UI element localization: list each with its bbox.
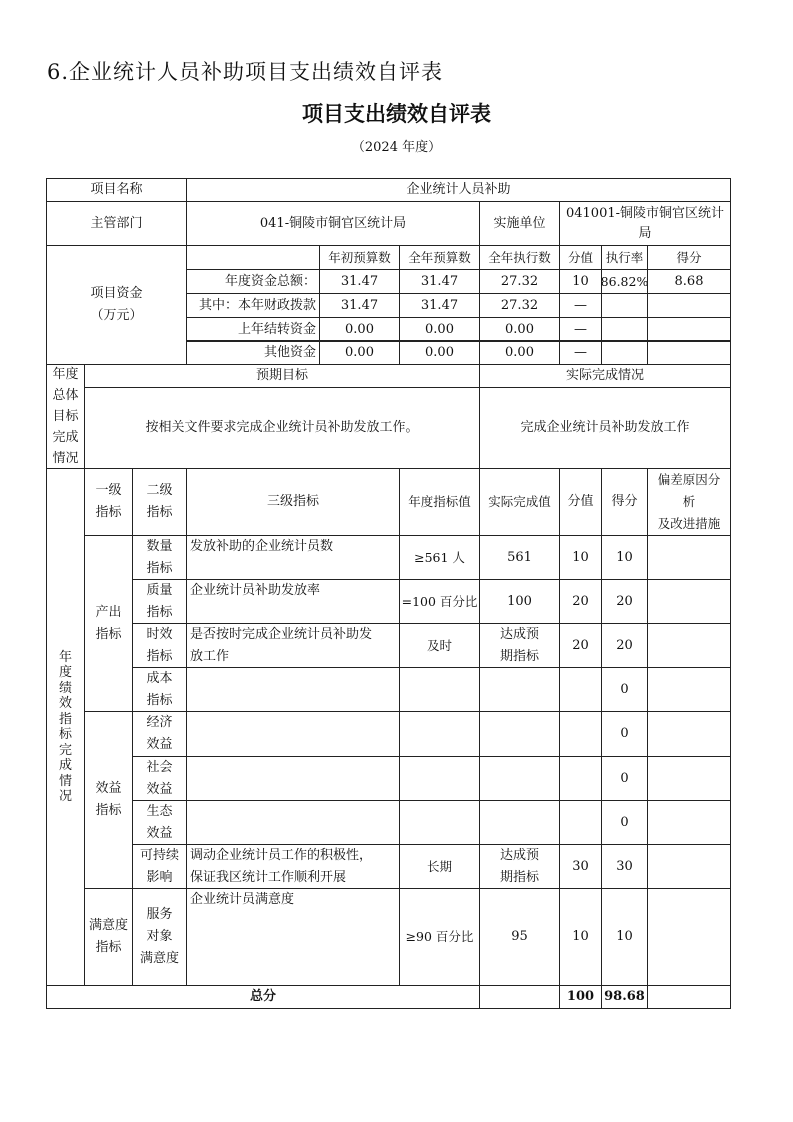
perf-row-weight xyxy=(559,888,602,986)
perf-row-actual xyxy=(479,800,560,845)
perf-row-weight-weight: 10 xyxy=(572,549,589,565)
funds-header-weight xyxy=(559,245,602,270)
perf-row-weight xyxy=(559,579,602,624)
total-weight xyxy=(559,985,602,1009)
perf-row-deviation xyxy=(647,667,731,712)
funds-row-label xyxy=(186,269,320,294)
perf-row-weight-weight: 20 xyxy=(572,637,589,653)
perf-row-target xyxy=(399,844,480,889)
total-blank xyxy=(479,985,560,1009)
perf-row-actual-actual_a: 达成预 xyxy=(499,847,539,863)
perf-row-target xyxy=(399,535,480,580)
funds-row-annual-text: 0.00 xyxy=(425,321,454,337)
perf-row-l2-l2b: 效益 xyxy=(146,781,173,797)
total-weight-text: 100 xyxy=(566,989,595,1004)
funds-header-initial-text: 年初预算数 xyxy=(328,249,391,265)
perf-row-score xyxy=(601,844,648,889)
goal-expected-header-text: 预期目标 xyxy=(255,368,308,383)
perf-header-level1 xyxy=(84,468,133,536)
perf-row-l3 xyxy=(186,844,400,889)
funds-row-executed-text: 0.00 xyxy=(505,344,534,360)
funds-row-weight xyxy=(559,293,602,318)
perf-row-weight xyxy=(559,667,602,712)
funds-header-blank xyxy=(186,245,320,270)
perf-row-l3 xyxy=(186,756,400,801)
funds-row-score xyxy=(647,317,731,342)
perf-row-target xyxy=(399,667,480,712)
perf-row-score xyxy=(601,579,648,624)
perf-row-weight xyxy=(559,711,602,757)
goal-actual-text-content: 完成企业统计员补助发放工作 xyxy=(520,420,690,435)
funds-row-weight-text: — xyxy=(574,297,587,313)
perf-row-l2 xyxy=(132,535,187,580)
total-score xyxy=(601,985,648,1009)
funds-row-initial-text: 0.00 xyxy=(345,344,374,360)
funds-row-label xyxy=(186,293,320,318)
perf-row-l2-l2a: 时效 xyxy=(146,626,173,642)
total-label-text: 总分 xyxy=(249,989,276,1004)
perf-row-score-score: 0 xyxy=(620,681,629,697)
total-deviation xyxy=(647,985,731,1009)
perf-header-level2 xyxy=(132,468,187,536)
funds-row-initial xyxy=(319,269,400,294)
funds-row-initial xyxy=(319,293,400,318)
perf-row-deviation xyxy=(647,888,731,986)
perf-row-deviation xyxy=(647,800,731,845)
perf-row-actual xyxy=(479,535,560,580)
perf-group-benefit-line2: 指标 xyxy=(95,803,122,818)
funds-row-rate xyxy=(601,293,648,318)
perf-row-actual-actual_a: 100 xyxy=(507,593,532,609)
funds-row-label-text: 年度资金总额： xyxy=(224,273,316,289)
funds-row-weight-text: — xyxy=(574,321,587,337)
perf-group-output xyxy=(84,535,133,712)
perf-row-l2-l2c: 满意度 xyxy=(139,951,179,966)
project-name-value xyxy=(186,178,731,202)
goal-actual-text xyxy=(479,387,731,469)
funds-header-score xyxy=(647,245,731,270)
perf-row-weight xyxy=(559,623,602,668)
perf-row-target xyxy=(399,888,480,986)
perf-row-target xyxy=(399,623,480,668)
perf-group-satisfaction-line1: 满意度 xyxy=(88,918,128,933)
document-year: （2024 年度） xyxy=(351,140,442,155)
funds-row-score-text: 8.68 xyxy=(674,273,704,289)
total-label xyxy=(46,985,480,1009)
perf-row-weight-weight: 20 xyxy=(572,593,589,609)
funds-row-initial xyxy=(319,317,400,342)
funds-row-executed xyxy=(479,340,560,365)
perf-row-target xyxy=(399,756,480,801)
perf-row-score-score: 0 xyxy=(620,814,629,830)
funds-row-label-text: 上年结转资金 xyxy=(237,321,316,337)
perf-row-l2 xyxy=(132,844,187,889)
perf-row-score xyxy=(601,711,648,757)
goal-expected-text xyxy=(84,387,480,469)
perf-group-satisfaction xyxy=(84,888,133,986)
perf-row-l3-l3b: 保证我区统计工作顺利开展 xyxy=(190,870,347,885)
funds-row-label xyxy=(186,317,320,342)
funds-row-initial-text: 31.47 xyxy=(340,297,379,313)
dept-value-text: 041-铜陵市铜官区统计局 xyxy=(259,215,407,231)
perf-row-l3 xyxy=(186,579,400,624)
total-score-text: 98.68 xyxy=(604,989,645,1004)
funds-row-annual xyxy=(399,269,480,294)
perf-row-l2-l2b: 指标 xyxy=(146,648,173,664)
perf-row-target-target: ≥90 百分比 xyxy=(405,929,474,944)
perf-row-l2 xyxy=(132,711,187,757)
perf-row-l2-l2b: 指标 xyxy=(146,604,173,620)
funds-row-executed xyxy=(479,293,560,318)
perf-header-deviation-line2: 析 xyxy=(682,494,696,509)
section-title: 6.企业统计人员补助项目支出绩效自评表 xyxy=(47,60,444,84)
perf-row-l3-l3a: 企业统计员满意度 xyxy=(190,892,295,907)
perf-row-weight-weight: 30 xyxy=(572,858,589,874)
perf-row-target-target: =100 百分比 xyxy=(401,593,478,609)
perf-row-l2 xyxy=(132,756,187,801)
dept-label-text: 主管部门 xyxy=(90,215,143,231)
perf-row-l2-l2a: 经济 xyxy=(146,715,173,730)
perf-row-l3-l3a: 发放补助的企业统计员数 xyxy=(190,539,334,554)
perf-row-l3-l3a: 企业统计员补助发放率 xyxy=(190,583,321,598)
funds-row-weight-text: — xyxy=(574,344,587,360)
perf-row-l3 xyxy=(186,535,400,580)
perf-row-actual-actual_a: 95 xyxy=(511,929,528,944)
perf-row-actual xyxy=(479,623,560,668)
perf-row-score xyxy=(601,667,648,712)
perf-header-level3 xyxy=(186,468,400,536)
impl-label-text: 实施单位 xyxy=(493,215,546,231)
funds-row-executed xyxy=(479,317,560,342)
funds-row-annual xyxy=(399,293,480,318)
perf-row-actual xyxy=(479,756,560,801)
perf-group-benefit-line1: 效益 xyxy=(95,781,122,796)
funds-label xyxy=(46,245,187,365)
perf-row-deviation xyxy=(647,756,731,801)
perf-row-score xyxy=(601,888,648,986)
impl-value xyxy=(559,201,731,246)
perf-row-target xyxy=(399,579,480,624)
funds-row-initial-text: 31.47 xyxy=(340,273,379,289)
perf-row-l2-l2b: 对象 xyxy=(146,929,173,944)
perf-row-score-score: 10 xyxy=(616,929,633,944)
perf-row-actual-actual_a: 561 xyxy=(507,549,532,565)
funds-header-weight-text: 分值 xyxy=(567,249,593,265)
perf-row-score-score: 30 xyxy=(616,858,633,874)
perf-header-deviation xyxy=(647,468,731,536)
goal-actual-header xyxy=(479,364,731,388)
funds-row-annual-text: 0.00 xyxy=(425,344,454,360)
perf-row-l2-l2a: 生态 xyxy=(146,803,173,819)
perf-row-l2-l2b: 效益 xyxy=(146,737,173,752)
funds-header-executed-text: 全年执行数 xyxy=(488,249,551,265)
project-name-value-text: 企业统计人员补助 xyxy=(406,182,511,197)
funds-row-initial-text: 0.00 xyxy=(345,321,374,337)
goal-expected-header xyxy=(84,364,480,388)
project-name-label-text: 项目名称 xyxy=(90,182,143,197)
funds-row-executed-text: 0.00 xyxy=(505,321,534,337)
funds-header-executed xyxy=(479,245,560,270)
funds-row-initial xyxy=(319,340,400,365)
dept-value xyxy=(186,201,480,246)
funds-row-weight xyxy=(559,269,602,294)
funds-row-annual-text: 31.47 xyxy=(420,273,459,289)
funds-header-score-text: 得分 xyxy=(676,249,702,265)
project-name-label xyxy=(46,178,187,202)
perf-row-l3 xyxy=(186,800,400,845)
perf-row-actual xyxy=(479,711,560,757)
perf-row-l2-l2a: 可持续 xyxy=(139,847,179,863)
funds-row-label-text: 其他资金 xyxy=(263,344,316,360)
perf-header-deviation-line3: 及改进措施 xyxy=(657,516,721,531)
funds-row-rate-text: 86.82% xyxy=(600,273,649,289)
funds-row-score xyxy=(647,293,731,318)
funds-row-weight-text: 10 xyxy=(572,273,589,289)
perf-row-l3 xyxy=(186,623,400,668)
funds-row-executed-text: 27.32 xyxy=(500,273,539,289)
perf-header-deviation-line1: 偏差原因分 xyxy=(657,472,721,487)
perf-row-target xyxy=(399,711,480,757)
impl-label xyxy=(479,201,560,246)
perf-row-l3 xyxy=(186,711,400,757)
perf-row-actual-actual_b: 期指标 xyxy=(499,869,539,885)
perf-row-target-target: ≥561 人 xyxy=(414,549,465,565)
perf-header-weight xyxy=(559,468,602,536)
perf-row-deviation xyxy=(647,579,731,624)
impl-value-text: 041001-铜陵市铜官区统计局 xyxy=(565,205,725,241)
perf-row-actual xyxy=(479,888,560,986)
perf-row-l2 xyxy=(132,800,187,845)
perf-row-score-score: 0 xyxy=(620,726,629,741)
perf-row-deviation xyxy=(647,844,731,889)
perf-row-weight xyxy=(559,535,602,580)
perf-row-deviation xyxy=(647,711,731,757)
funds-row-score xyxy=(647,340,731,365)
funds-row-weight xyxy=(559,317,602,342)
funds-row-rate xyxy=(601,340,648,365)
document-title: 项目支出绩效自评表 xyxy=(302,101,491,126)
perf-row-target xyxy=(399,800,480,845)
perf-row-score xyxy=(601,623,648,668)
perf-row-weight xyxy=(559,756,602,801)
perf-row-l3 xyxy=(186,667,400,712)
goal-label-text: 年度总体目标完成情况 xyxy=(52,367,79,466)
funds-row-annual xyxy=(399,340,480,365)
perf-row-actual-actual_a: 达成预 xyxy=(499,626,539,642)
perf-row-score-score: 20 xyxy=(616,593,633,609)
perf-header-level3-text: 三级指标 xyxy=(266,494,319,509)
perf-header-level2-line2: 指标 xyxy=(146,505,173,520)
perf-row-l2 xyxy=(132,667,187,712)
perf-row-target-target: 长期 xyxy=(426,858,452,874)
funds-header-rate-text: 执行率 xyxy=(605,249,644,265)
funds-row-executed xyxy=(479,269,560,294)
perf-row-actual xyxy=(479,667,560,712)
perf-row-l2-l2a: 质量 xyxy=(146,582,173,598)
dept-label xyxy=(46,201,187,246)
perf-row-weight xyxy=(559,844,602,889)
funds-header-initial xyxy=(319,245,400,270)
perf-row-actual-actual_b: 期指标 xyxy=(499,648,539,664)
perf-row-l3 xyxy=(186,888,400,986)
perf-header-actual-text: 实际完成值 xyxy=(488,494,551,509)
perf-row-score xyxy=(601,800,648,845)
perf-group-benefit xyxy=(84,711,133,889)
perf-row-score xyxy=(601,535,648,580)
perf-group-output-line1: 产出 xyxy=(95,604,122,620)
perf-header-level1-line2: 指标 xyxy=(95,505,122,520)
perf-row-l2-l2a: 成本 xyxy=(146,670,173,686)
funds-label-line1: 项目资金 xyxy=(90,286,143,301)
perf-group-satisfaction-line2: 指标 xyxy=(95,940,122,955)
perf-row-score-score: 0 xyxy=(620,770,629,786)
perf-row-l3-l3b: 放工作 xyxy=(190,649,230,664)
perf-header-level2-line1: 二级 xyxy=(146,483,173,498)
performance-label-text: 年度绩效指标完成情况 xyxy=(58,649,72,804)
funds-row-annual-text: 31.47 xyxy=(420,297,459,313)
funds-row-rate xyxy=(601,269,648,294)
perf-row-actual xyxy=(479,844,560,889)
perf-row-l2-l2a: 数量 xyxy=(146,538,173,554)
goal-actual-header-text: 实际完成情况 xyxy=(565,368,644,383)
perf-row-score-score: 20 xyxy=(616,637,633,653)
funds-row-score xyxy=(647,269,731,294)
funds-row-label-text: 其中：本年财政拨款 xyxy=(198,297,316,313)
perf-header-target-text: 年度指标值 xyxy=(408,494,471,509)
perf-row-l2-l2a: 服务 xyxy=(146,907,173,922)
perf-row-l2-l2a: 社会 xyxy=(146,759,173,775)
goal-expected-text-content: 按相关文件要求完成企业统计员补助发放工作。 xyxy=(145,420,419,435)
funds-row-rate xyxy=(601,317,648,342)
perf-row-l2 xyxy=(132,623,187,668)
perf-row-l2 xyxy=(132,888,187,986)
perf-row-l2-l2b: 指标 xyxy=(146,692,173,708)
funds-row-label xyxy=(186,340,320,365)
funds-row-annual xyxy=(399,317,480,342)
perf-row-l2-l2b: 效益 xyxy=(146,825,173,841)
perf-row-l2-l2b: 指标 xyxy=(146,560,173,576)
perf-header-score xyxy=(601,468,648,536)
perf-row-score xyxy=(601,756,648,801)
perf-row-l2 xyxy=(132,579,187,624)
funds-header-rate xyxy=(601,245,648,270)
perf-row-score-score: 10 xyxy=(616,549,633,565)
perf-header-score-text: 得分 xyxy=(611,494,638,509)
funds-header-annual xyxy=(399,245,480,270)
goal-label xyxy=(46,364,85,469)
perf-header-level1-line1: 一级 xyxy=(95,483,122,498)
perf-row-l3-l3a: 调动企业统计员工作的积极性， xyxy=(190,848,373,863)
perf-row-l2-l2b: 影响 xyxy=(146,869,173,885)
perf-header-weight-text: 分值 xyxy=(567,494,594,509)
funds-label-line2: （万元） xyxy=(90,308,143,323)
perf-header-target xyxy=(399,468,480,536)
funds-header-annual-text: 全年预算数 xyxy=(408,249,471,265)
perf-row-weight-weight: 10 xyxy=(572,929,589,944)
perf-row-l3-l3a: 是否按时完成企业统计员补助发 xyxy=(190,627,373,642)
perf-row-deviation xyxy=(647,535,731,580)
perf-group-output-line2: 指标 xyxy=(95,626,122,642)
perf-row-deviation xyxy=(647,623,731,668)
perf-header-actual xyxy=(479,468,560,536)
perf-row-actual xyxy=(479,579,560,624)
perf-row-target-target: 及时 xyxy=(426,637,452,653)
perf-row-weight xyxy=(559,800,602,845)
funds-row-executed-text: 27.32 xyxy=(500,297,539,313)
performance-label xyxy=(46,468,85,986)
funds-row-weight xyxy=(559,340,602,365)
